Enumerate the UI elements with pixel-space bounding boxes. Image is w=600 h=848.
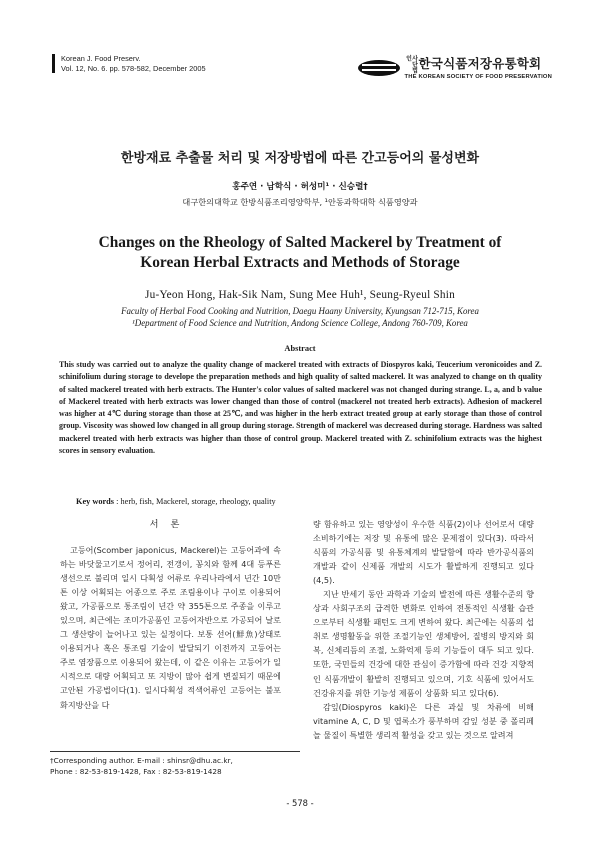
title-english-line: Korean Herbal Extracts and Methods of Storage (140, 254, 460, 271)
section-heading-introduction: 서론 (149, 519, 192, 530)
paragraph: 지난 반세기 동안 과학과 기술의 발전에 따른 생활수준의 향상과 사회구조의 급격한 변화로 인하여 전통적인 식생활 습관으로부터 식생활 패턴도 크게 변하여 왔다. 최근에는 식품의 섭취로 생명활동을 위한 조절기능인 생체방어, 질병의 방지와 회복, 신체리듬의 조절, 노화억제 등의 기능들이 대두 되고 있다. 또한, 국민들의 건강에 대한 관심이 증가함에 따라 건강 지향적인 식품개발이 활발히 진행되고 있으며, 기호 식품에 있어서도 건강유지를 위한 기능성 제품이 상품화 되고 있다(6). (313, 589, 534, 698)
affiliations-english (0, 306, 600, 329)
title-english-line: Changes on the Rheology of Salted Mackerel by Treatment of (98, 234, 502, 251)
left-column (60, 518, 281, 712)
keywords (76, 497, 276, 506)
footnote-phone: Phone : 82-53-819-1428, Fax : 82-53-819-1428 (50, 767, 222, 776)
journal-citation (52, 54, 206, 73)
right-column (313, 517, 534, 742)
society-header (358, 55, 552, 80)
title-english (0, 233, 600, 273)
abstract-body: This study was carried out to analyze the quality change of mackerel treated with extracts of Diospyros kaki, Teucerium veronicoides and Z. schinifolium during storage to develope the preparation methods and high quality of salted mackerel. It was analyzed to change on th quality of salted mackerel treated with herb extracts. The Hunter's color values of salted mackerel was not changed during strange. L, a, and b value of Mackerel treated with herb extracts was lower changed than those of control (mackerel not treated herb extracts). Adhesion of mackerel was higher at 4℃ during storage than those at 25℃, and was higher in the herb extract treated group at early storage than those of control group. Viscosity was showed low changed in all group during storage. Strength of mackerel was decreased during storage. Hardness was salted mackerel treated with herb extracts was higher than those of control group. Mackerel treated with Z. schinifolium extracts was the highest scores in sensory evaluation. (59, 360, 542, 455)
abstract-heading: Abstract (284, 344, 316, 353)
authors-korean: 홍주연 · 남학식 · 허성미¹ · 신승렬† (232, 182, 368, 192)
society-name-en: THE KOREAN SOCIETY OF FOOD PRESERVATION (404, 74, 552, 80)
paragraph: 고등어(Scomber japonicus, Mackerel)는 고등어과에 속하는 바닷물고기로서 정어리, 전갱이, 꽁치와 함께 4대 등푸른 생선으로 불리며 일시 다획성 어류로 우리나라에서 년간 10만톤 이상 어획되는 어종으로 주로 조림용이나 구이로 이용되어 왔고, 가공품으로 통조림이 년간 약 355톤으로 주종을 이루고 있으며, 최근에는 조미가공품인 고등어자반으로 가공되어 날로 그 생산량이 늘어나고 있는 실정이다. 보통 선어(鮮魚)상태로 이용되거나 혹은 통조림 기술이 발달되기 이전까지 고등어는 주로 염장품으로 이용되어 왔는데, 이 같은 이유는 고등어가 일시적으로 대량 어획되고 또 지방이 많아 쉽게 변질되기 때문에 고안된 가공법이다(1). 일시다획성 적색어류인 고등어는 불포화지방산을 다 (60, 545, 281, 710)
paragraph: 감잎(Diospyros kaki)은 다른 과실 및 차류에 비해 vitamine A, C, D 및 엽록소가 풍부하며 감잎 성분 중 폴리페놀 물질이 특별한 생리적 활성을 갖고 있는 것으로 알려져 (313, 701, 534, 740)
affiliations-korean: 대구한의대학교 한방식품조리영양학부, ¹안동과학대학 식품영양과 (182, 197, 418, 207)
corresponding-author-footnote (50, 751, 300, 777)
footnote-email: †Corresponding author. E-mail : shinsr@dhu.ac.kr, (50, 756, 233, 765)
keywords-text: : herb, fish, Mackerel, storage, rheology, quality (114, 497, 276, 506)
title-korean: 한방재료 추출물 처리 및 저장방법에 따른 간고등어의 물성변화 (120, 151, 480, 166)
affiliation-line: ¹Department of Food Science and Nutrition, Andong Science College, Andong 760-709, Korea (132, 317, 468, 328)
affiliation-line: Faculty of Herbal Food Cooking and Nutrition, Daegu Haany University, Kyungsan 712-715, Korea (121, 306, 479, 316)
society-name-ko: 한국식품저장유통학회 (418, 56, 542, 71)
journal-volume: Vol. 12, No. 6. pp. 578-582, December 2005 (61, 63, 206, 73)
page-number: - 578 - (286, 798, 314, 808)
paragraph: 량 함유하고 있는 영양성이 우수한 식품(2)이나 선어로서 대량 소비하기에는 저장 및 유통에 많은 문제점이 있다(3). 따라서 식품의 가공식품 및 유통체계의 발달함에 따라 반가공식품의 개발과 같이 신제품 개발의 시도가 활발하게 진행되고 있다(4,5). (313, 519, 534, 586)
society-tag: 사단법인 (404, 55, 417, 73)
authors-english: Ju-Yeon Hong, Hak-Sik Nam, Sung Mee Huh¹, Seung-Ryeul Shin (145, 289, 455, 301)
korean-society-food-preservation-logo-icon (358, 60, 400, 76)
keywords-label: Key words (76, 497, 115, 506)
journal-name: Korean J. Food Preserv. (61, 54, 141, 63)
